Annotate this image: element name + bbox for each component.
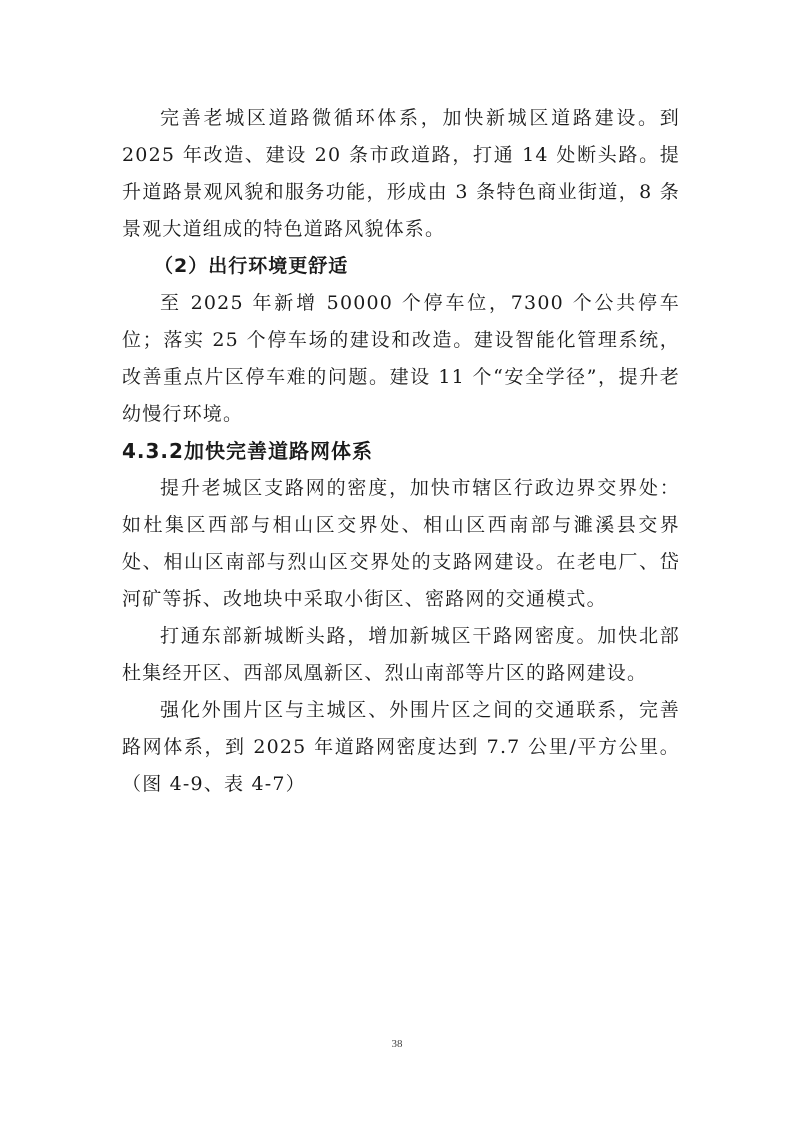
paragraph-new-city-roads: 打通东部新城断头路，增加新城区干路网密度。加快北部杜集经开区、西部凤凰新区、烈山南部等片区的路网建设。 — [122, 625, 680, 684]
paragraph-branch-road-network: 提升老城区支路网的密度，加快市辖区行政边界交界处：如杜集区西部与相山区交界处、相山区西南部与濉溪县交界处、相山区南部与烈山区交界处的支路网建设。在老电厂、岱河矿等拆、改地块中采取小街区、密路网的交通模式。 — [122, 477, 680, 610]
paragraph-road-microcirculation: 完善老城区道路微循环体系，加快新城区道路建设。到 2025 年改造、建设 20 条市政道路，打通 14 处断头路。提升道路景观风貌和服务功能，形成由 3 条特色商业街道，8 条景观大道组成的特色道路风貌体系。 — [122, 107, 680, 240]
section-heading-4-3-2: 4.3.2加快完善道路网体系 — [122, 439, 373, 463]
page-number: 38 — [391, 1038, 403, 1050]
paragraph-parking: 至 2025 年新增 50000 个停车位，7300 个公共停车位；落实 25 个停车场的建设和改造。建设智能化管理系统，改善重点片区停车难的问题。建设 11 个“安全学径”，提升老幼慢行环境。 — [122, 292, 680, 425]
page-content — [122, 100, 680, 803]
paragraph-road-density: 强化外围片区与主城区、外围片区之间的交通联系，完善路网体系，到 2025 年道路网密度达到 7.7 公里/平方公里。（图 4-9、表 4-7） — [122, 699, 680, 795]
subheading-travel-environment: （2）出行环境更舒适 — [154, 255, 349, 277]
